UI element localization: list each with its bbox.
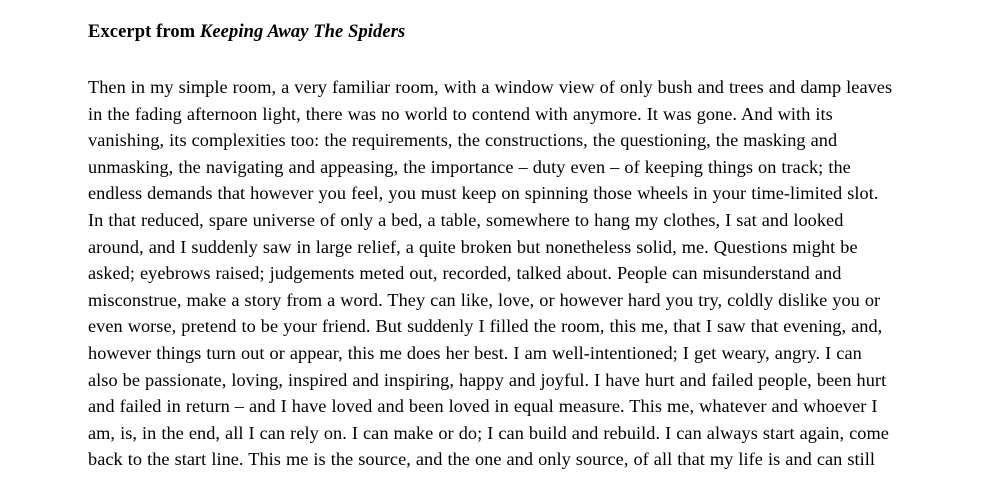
heading-book-title: Keeping Away The Spiders [199,22,406,42]
heading-prefix: Excerpt from [88,22,200,42]
page-title [88,20,895,44]
document-body-paragraph: Then in my simple room, a very familiar room, with a window view of only bush and trees and damp leaves in the fading afternoon light, there was no world to contend with anymore. It was gone. And with its vanishing, its complexities too: the requirements, the constructions, the questioning, the masking and unmasking, the navigating and appeasing, the importance – duty even – of keeping things on track; the endless demands that however you feel, you must keep on spinning those wheels in your time-limited slot. In that reduced, spare universe of only a bed, a table, somewhere to hang my clothes, I sat and looked around, and I suddenly saw in large relief, a quite broken but nonetheless solid, me. Questions might be asked; eyebrows raised; judgements meted out, recorded, talked about. People can misunderstand and misconstrue, make a story from a word. They can like, love, or however hard you try, coldly dislike you or even worse, pretend to be your friend. But suddenly I filled the room, this me, that I saw that evening, and, however things turn out or appear, this me does her best. I am well-intentioned; I get weary, angry. I can also be passionate, loving, inspired and inspiring, happy and joyful. I have hurt and failed people, been hurt and failed in return – and I have loved and been loved in equal measure. This me, whatever and whoever I am, is, in the end, all I can rely on. I can make or do; I can build and rebuild. I can always start again, come back to the start line. This me is the source, and the one and only source, of all that my life is and can still [88,77,893,470]
